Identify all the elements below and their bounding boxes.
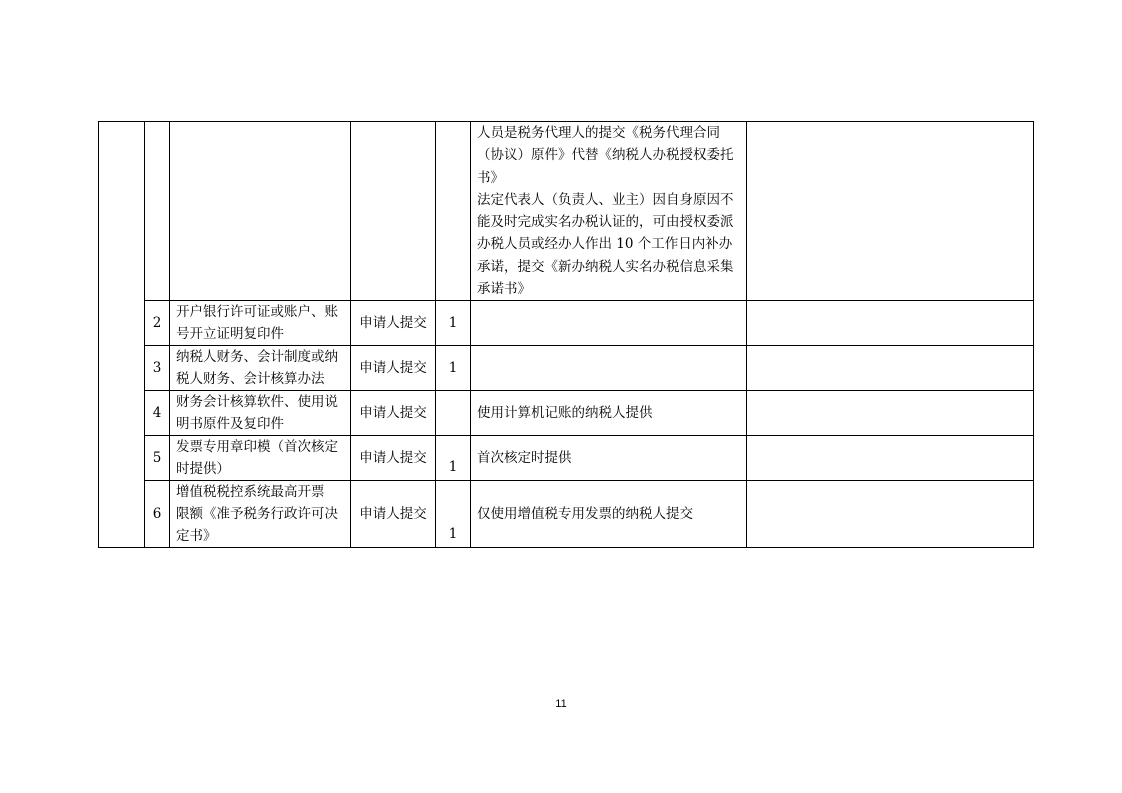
copies-count: 1 bbox=[436, 301, 471, 346]
material-name-line: 定书》 bbox=[176, 528, 217, 545]
copies-count: 1 bbox=[436, 436, 471, 481]
material-name-cell bbox=[170, 391, 351, 436]
materials-table bbox=[98, 121, 1034, 548]
material-name-cell bbox=[170, 122, 351, 301]
material-name-line: 财务会计核算软件、使用说 bbox=[176, 394, 338, 411]
submission-method bbox=[351, 122, 436, 301]
material-name-line: 限额《准予税务行政许可决 bbox=[176, 506, 338, 523]
remarks-line: 承诺，提交《新办纳税人实名办税信息采集 bbox=[477, 258, 734, 275]
material-name-line: 时提供） bbox=[176, 461, 230, 478]
extra-cell bbox=[747, 436, 1034, 481]
copies-count: 1 bbox=[436, 346, 471, 391]
remarks-line: 办税人员或经办人作出 10 个工作日内补办 bbox=[477, 236, 733, 253]
row-index: 2 bbox=[145, 301, 170, 346]
material-name-cell bbox=[170, 436, 351, 481]
copies-count: 1 bbox=[436, 481, 471, 548]
remarks-line: 书》 bbox=[477, 169, 504, 186]
extra-cell bbox=[747, 346, 1034, 391]
material-name-line: 发票专用章印模（首次核定 bbox=[176, 439, 338, 456]
table-row bbox=[99, 301, 1034, 346]
copies-count bbox=[436, 391, 471, 436]
remarks-cell bbox=[471, 301, 747, 346]
material-name-line: 纳税人财务、会计制度或纳 bbox=[176, 349, 338, 366]
row-index bbox=[145, 122, 170, 301]
material-name-line: 税人财务、会计核算办法 bbox=[176, 371, 325, 388]
category-cell bbox=[99, 122, 145, 548]
material-name-line: 开户银行许可证或账户、账 bbox=[176, 304, 338, 321]
table-row bbox=[99, 436, 1034, 481]
page-number: 11 bbox=[555, 698, 567, 710]
extra-cell bbox=[747, 301, 1034, 346]
remarks-line: （协议）原件》代替《纳税人办税授权委托 bbox=[477, 147, 734, 164]
remarks-cell: 仅使用增值税专用发票的纳税人提交 bbox=[471, 481, 747, 548]
extra-cell bbox=[747, 481, 1034, 548]
remarks-cell bbox=[471, 346, 747, 391]
extra-cell bbox=[747, 391, 1034, 436]
remarks-cell: 使用计算机记账的纳税人提供 bbox=[471, 391, 747, 436]
row-index: 3 bbox=[145, 346, 170, 391]
extra-cell bbox=[747, 122, 1034, 301]
material-name-line: 明书原件及复印件 bbox=[176, 416, 284, 433]
material-name-cell bbox=[170, 301, 351, 346]
table-row bbox=[99, 481, 1034, 548]
submission-method: 申请人提交 bbox=[351, 346, 436, 391]
material-name-cell bbox=[170, 481, 351, 548]
table-row bbox=[99, 391, 1034, 436]
row-index: 5 bbox=[145, 436, 170, 481]
row-index: 4 bbox=[145, 391, 170, 436]
submission-method: 申请人提交 bbox=[351, 481, 436, 548]
table-row bbox=[99, 122, 1034, 301]
material-name-cell bbox=[170, 346, 351, 391]
table-row bbox=[99, 346, 1034, 391]
material-name-line: 增值税税控系统最高开票 bbox=[176, 484, 325, 501]
remarks-cell: 首次核定时提供 bbox=[471, 436, 747, 481]
remarks-line: 人员是税务代理人的提交《税务代理合同 bbox=[477, 125, 720, 141]
submission-method: 申请人提交 bbox=[351, 301, 436, 346]
submission-method: 申请人提交 bbox=[351, 391, 436, 436]
remarks-line: 法定代表人（负责人、业主）因自身原因不 bbox=[477, 191, 734, 208]
material-name-line: 号开立证明复印件 bbox=[176, 326, 284, 343]
submission-method: 申请人提交 bbox=[351, 436, 436, 481]
remarks-line: 能及时完成实名办税认证的，可由授权委派 bbox=[477, 214, 734, 231]
row-index: 6 bbox=[145, 481, 170, 548]
copies-count bbox=[436, 122, 471, 301]
remarks-cell bbox=[471, 122, 747, 301]
remarks-line: 承诺书》 bbox=[477, 281, 531, 298]
